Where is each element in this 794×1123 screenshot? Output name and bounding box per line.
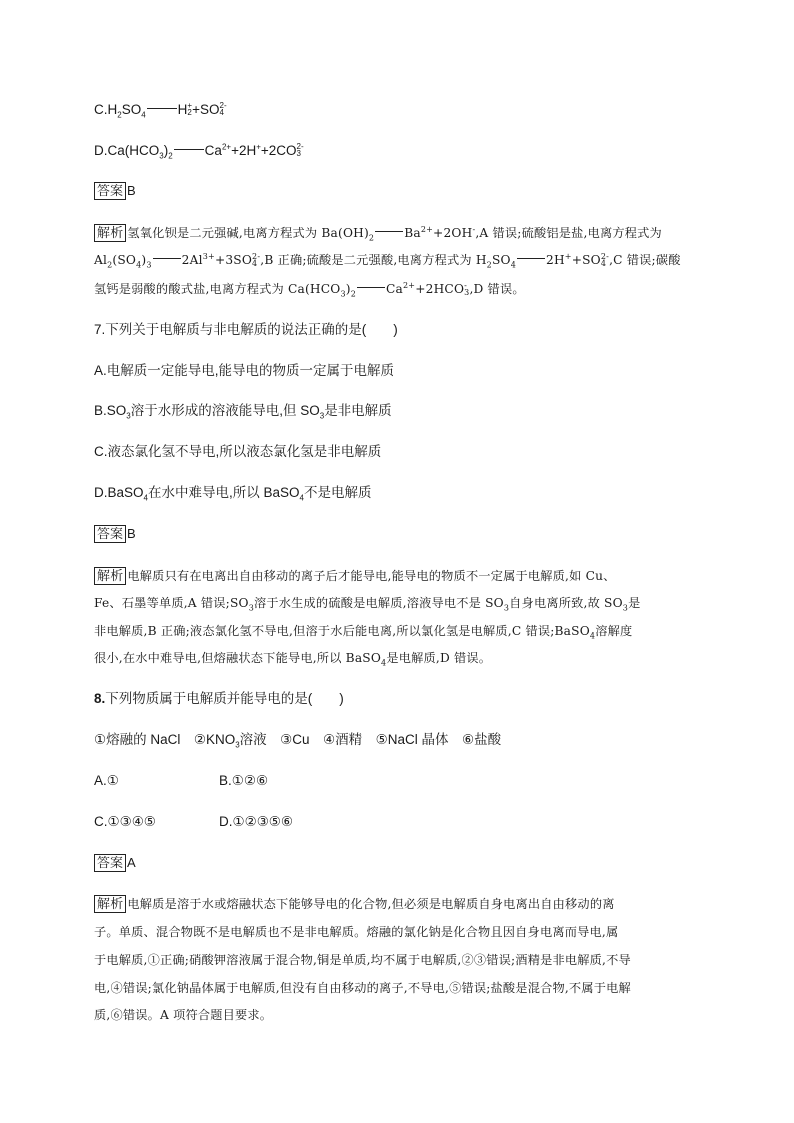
answer-label: 答案 (94, 182, 126, 200)
option-c: $C.H_2SO_4$ H + 2 +SO 2- 4 (94, 101, 227, 120)
option-a: A.① (94, 773, 119, 788)
explanation-line: 解析 电解质只有在电离出自由移动的离子后才能导电,能导电的物质不一定属于电解质,如 Cu、 (94, 567, 616, 585)
explanation-line: Fe、石墨等单质,A 错误$;SO_3$溶于水生成的硫酸是电解质,溶液导电不是 $SO_3$自身电离所致,故 $SO_3$是 (94, 596, 641, 613)
explanation-line: 子。单质、混合物既不是电解质也不是非电解质。熔融的氯化钠是化合物且因自身电离而导电,属 (94, 925, 619, 939)
explanation-line: 解析 电解质是溶于水或熔融状态下能够导电的化合物,但必须是电解质自身电离出自由移动的离 (94, 895, 615, 913)
answer-value: B (127, 183, 136, 198)
option-b: $B.SO_3$溶于水形成的溶液能导电,但 $SO_3$是非电解质 (94, 403, 392, 421)
explanation-line: 非电解质,B 正确;液态氯化氢不导电,但溶于水后能电离,所以氯化氢是电解质,C 错误;BaSO$_4$溶解度 (94, 624, 633, 641)
answer-row (94, 182, 136, 200)
question-stem: 7.下列关于电解质与非电解质的说法正确的是( ) (94, 322, 398, 337)
option-b: B.①②⑥ (219, 773, 269, 788)
question-stem: 8.下列物质属于电解质并能导电的是( ) (94, 691, 344, 706)
answer-label: 答案 (94, 525, 126, 543)
answer-value: B (127, 526, 136, 541)
explanation-line: 很小,在水中难导电,但熔融状态下能导电,所以 BaSO$_4$是电解质,D 错误。 (94, 651, 492, 668)
explanation-line: 质,⑥错误。A 项符合题目要求。 (94, 1008, 273, 1022)
answer-row (94, 525, 136, 543)
explanation-line: 于电解质,①正确;硝酸钾溶液属于混合物,铜是单质,均不属于电解质,②③错误;酒精是非电解质,不导 (94, 953, 631, 967)
explanation-line: 解析 氢氧化钡是二元强碱,电离方程式为 $Ba(OH)_2$ $Ba^{2+}+2OH^-,A$ 错误;硫酸铝是盐,电离方程式为 (94, 224, 662, 242)
option-a: A.电解质一定能导电,能导电的物质一定属于电解质 (94, 363, 395, 378)
explanation-line: 电,④错误;氯化钠晶体属于电解质,但没有自由移动的离子,不导电,⑤错误;盐酸是混合物,不属于电解 (94, 981, 631, 995)
option-d: D.BaSO$_4$在水中难导电,所以 BaSO$_4$不是电解质 (94, 485, 372, 503)
option-d: D.①②③⑤⑥ (219, 814, 294, 829)
explanation-label: 解析 (94, 895, 126, 913)
explanation-label: 解析 (94, 224, 126, 242)
option-c: C.液态氯化氢不导电,所以液态氯化氢是非电解质 (94, 444, 382, 459)
explanation-line: $Al_2(SO_4)_3$ $2Al^{3+}+3SO$ 2- 4 ,B 正确;硫酸是二元强酸,电离方程式为 $H_2SO_4$ 2H++SO 2- 4 ,C 错误;碳酸 (94, 251, 681, 270)
answer-value: A (127, 855, 136, 870)
equals-line (147, 108, 177, 109)
equals-line (174, 149, 204, 150)
option-c: C.①③④⑤ (94, 814, 156, 829)
explanation-line: 氢钙是弱酸的酸式盐,电离方程式为 $Ca(HCO_3)_2$ $Ca^{2+}+2HCO$ - 3 ,D 错误。 (94, 280, 525, 299)
substance-list: ①熔融的 NaCl $②KNO_3$溶液 ③Cu ④酒精 ⑤NaCl 晶体 ⑥盐酸 (94, 732, 502, 750)
answer-row (94, 854, 136, 872)
answer-label: 答案 (94, 854, 126, 872)
option-d: $D.Ca(HCO_3)_2$ $Ca^{2+}+2H^++2CO$ 2- 3 (94, 142, 304, 161)
explanation-label: 解析 (94, 567, 126, 585)
